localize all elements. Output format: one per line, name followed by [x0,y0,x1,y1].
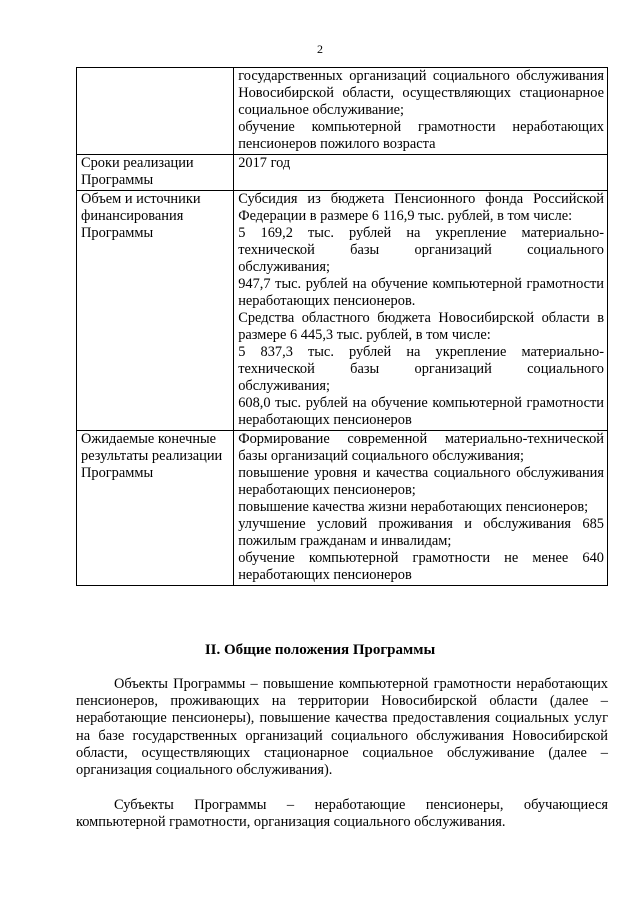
tasks-line: обучение компьютерной грамотности неработающих пенсионеров пожилого возраста [238,119,604,152]
table-row-results [77,431,608,586]
terms-value [234,155,608,191]
tasks-value-cell [234,68,608,155]
table-row-terms [77,155,608,191]
paragraph-subjects: Субъекты Программы – неработающие пенсионеры, обучающиеся компьютерной грамотности, организация социального обслуживания. [76,797,608,831]
tasks-label-cell [77,68,234,155]
table-row-tasks-continued [77,68,608,155]
results-value-cell [234,431,608,586]
results-line: повышение качества жизни неработающих пенсионеров; [238,499,589,515]
results-label: Ожидаемые конечные результаты реализации Программы [77,431,234,586]
tasks-line: государственных организаций социального обслуживания Новосибирской области, осуществляющих стационарное социальное обслуживание; [238,68,604,118]
results-line: обучение компьютерной грамотности не менее 640 неработающих пенсионеров [238,550,604,583]
terms-value-text: 2017 год [238,155,291,171]
funding-line: 5 837,3 тыс. рублей на укрепление материально-технической базы организаций социального обслуживания; [238,344,604,394]
funding-value-cell [234,191,608,431]
funding-line: 608,0 тыс. рублей на обучение компьютерной грамотности неработающих пенсионеров [238,395,604,428]
funding-label: Объем и источники финансирования Программы [77,191,234,431]
funding-line: Субсидия из бюджета Пенсионного фонда Российской Федерации в размере 6 116,9 тыс. рублей, в том числе: [238,191,604,224]
results-line: Формирование современной материально-технической базы организаций социального обслуживания; [238,431,604,464]
terms-label: Сроки реализации Программы [77,155,234,191]
section-title: II. Общие положения Программы [204,642,436,658]
funding-line: Средства областного бюджета Новосибирской области в размере 6 445,3 тыс. рублей, в том числе: [238,310,604,343]
program-passport-table [76,67,608,586]
page-number: 2 [317,42,323,56]
table-row-funding [77,191,608,431]
paragraph-objects: Объекты Программы – повышение компьютерной грамотности неработающих пенсионеров, проживающих на территории Новосибирской области (далее – неработающие пенсионеры), повышение качества предоставления социальных услуг на базе государственных организаций социального обслуживания Новосибирской области, осуществляющих стационарное социальное обслуживание (далее – организация социального обслуживания). [76,676,608,779]
results-line: улучшение условий проживания и обслуживания 685 пожилым гражданам и инвалидам; [238,516,604,549]
results-line: повышение уровня и качества социального обслуживания неработающих пенсионеров; [238,465,604,498]
funding-line: 5 169,2 тыс. рублей на укрепление материально-технической базы организаций социального обслуживания; [238,225,604,275]
funding-line: 947,7 тыс. рублей на обучение компьютерной грамотности неработающих пенсионеров. [238,276,604,309]
